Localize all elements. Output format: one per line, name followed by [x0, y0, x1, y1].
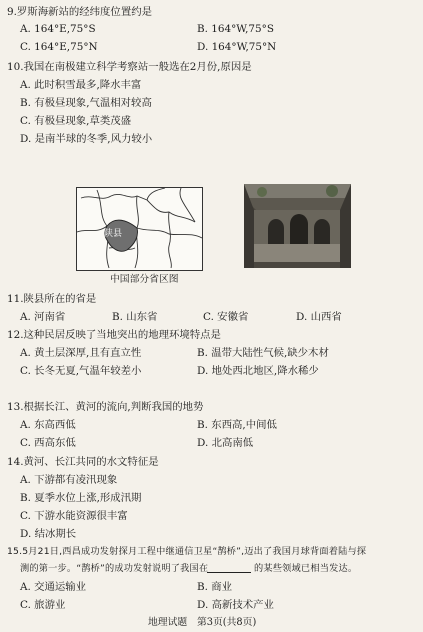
q10-option-c: C. 有极昼现象,草类茂盛 — [20, 115, 132, 127]
q12-option-b: B. 温带大陆性气候,缺少木材 — [197, 347, 329, 359]
q12-option-a: A. 黄土层深厚,且有直立性 — [20, 347, 142, 359]
q13-option-a: A. 东高西低 — [20, 419, 76, 431]
q11-option-c: C. 安徽省 — [203, 311, 249, 323]
q10-option-d: D. 是南半球的冬季,风力较小 — [20, 133, 153, 145]
page-footer: 地理试题 第3页(共8页) — [148, 617, 257, 628]
q12-option-d: D. 地处西北地区,降水稀少 — [197, 365, 319, 377]
q13-option-b: B. 东西高,中间低 — [197, 419, 277, 431]
map-caption: 中国部分省区图 — [110, 274, 179, 285]
q9-option-b: B. 164°W,75°S — [197, 23, 274, 35]
q10-stem: 10.我国在南极建立科学考察站一般选在2月份,原因是 — [7, 61, 252, 73]
map-label-shanxian: 陕县 — [104, 229, 123, 239]
q14-option-a: A. 下游都有凌汛现象 — [20, 474, 118, 486]
q13-option-c: C. 西高东低 — [20, 437, 76, 449]
q9-option-d: D. 164°W,75°N — [197, 41, 277, 53]
q11-option-d: D. 山西省 — [296, 311, 342, 323]
pit-courtyard-svg — [244, 184, 351, 268]
q11-option-b: B. 山东省 — [112, 311, 158, 323]
q14-option-b: B. 夏季水位上涨,形成汛期 — [20, 492, 142, 504]
q12-option-c: C. 长冬无夏,气温年较差小 — [20, 365, 142, 377]
q11-stem: 11.陕县所在的省是 — [7, 293, 97, 305]
q11-option-a: A. 河南省 — [20, 311, 66, 323]
q12-stem: 12.这种民居反映了当地突出的地理环境特点是 — [7, 329, 221, 341]
q14-stem: 14.黄河、长江共同的水文特征是 — [7, 456, 159, 468]
q9-stem: 9.罗斯海新站的经纬度位置约是 — [7, 6, 152, 18]
q15-option-b: B. 商业 — [197, 581, 233, 593]
q15-option-a: A. 交通运输业 — [20, 581, 87, 593]
q13-stem: 13.根据长江、黄河的流向,判断我国的地势 — [7, 401, 204, 413]
q15-stem-line-1: 15.5月21日,西昌成功发射探月工程中继通信卫星“鹊桥”,迈出了我国月球背面着陆与探 — [7, 546, 367, 557]
pit-courtyard-photo — [244, 184, 351, 268]
q10-option-a: A. 此时积雪最多,降水丰富 — [20, 79, 142, 91]
q9-option-c: C. 164°E,75°N — [20, 41, 98, 53]
q15-option-c: C. 旅游业 — [20, 599, 66, 611]
province-map — [76, 187, 203, 271]
q15-option-d: D. 高新技术产业 — [197, 599, 274, 611]
q15-answer-blank — [207, 572, 251, 573]
province-map-svg — [77, 188, 202, 270]
q14-option-c: C. 下游水能资源很丰富 — [20, 510, 128, 522]
q9-option-a: A. 164°E,75°S — [20, 23, 96, 35]
q15-stem-line-2b: 的某些领域已相当发达。 — [254, 563, 358, 574]
q13-option-d: D. 北高南低 — [197, 437, 254, 449]
q14-option-d: D. 结冰期长 — [20, 528, 77, 540]
q10-option-b: B. 有极昼现象,气温相对较高 — [20, 97, 152, 109]
q15-stem-line-2a: 测的第一步。“鹊桥”的成功发射说明了我国在 — [20, 563, 209, 574]
